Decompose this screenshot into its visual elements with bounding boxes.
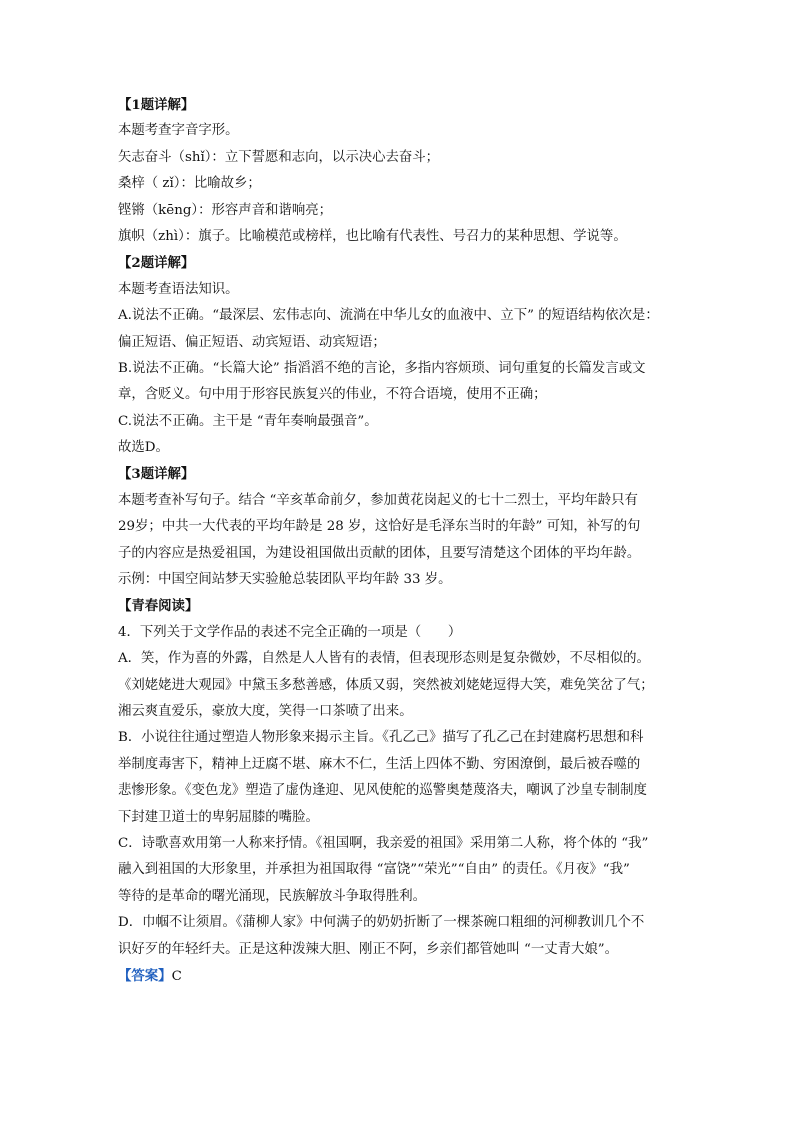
text-line: 《刘姥姥进大观园》中黛玉多愁善感，体质又弱，突然被刘姥姥逗得大笑，难免笑岔了气； — [118, 677, 654, 693]
text-line: 矢志奋斗（shǐ）：立下誓愿和志向，以示决心去奋斗； — [118, 149, 440, 165]
text-line: A．笑，作为喜的外露，自然是人人皆有的表情，但表现形态则是复杂微妙，不尽相似的。 — [118, 651, 650, 667]
answer-value: C — [171, 968, 182, 984]
text-line: 下封建卫道士的卑躬屈膝的嘴脸。 — [118, 809, 319, 825]
document-body — [118, 92, 688, 963]
text-line: C.说法不正确。主干是 “青年奏响最强音”。 — [118, 413, 378, 429]
answer-label: 【答案】 — [118, 967, 172, 984]
text-line: C．诗歌喜欢用第一人称来抒情。《祖国啊，我亲爱的祖国》采用第二人称，将个体的 “我” — [118, 835, 649, 851]
text-line: 本题考查语法知识。 — [118, 281, 239, 297]
section-heading: 【1题详解】 — [118, 97, 195, 113]
section-heading: 【2题详解】 — [118, 255, 195, 272]
text-line: 融入到祖国的大形象里，并承担为祖国取得 “富饶”“荣光”“自由” 的责任。《月夜》“我” — [118, 862, 630, 878]
text-line: 桑梓（ zǐ）：比喻故乡； — [118, 176, 261, 192]
section-heading: 【青春阅读】 — [118, 598, 199, 615]
text-line: 子的内容应是热爱祖国，为建设祖国做出贡献的团体，且要写清楚这个团体的平均年龄。 — [118, 545, 641, 561]
text-line: 本题考查补写句子。结合 “辛亥革命前夕，参加黄花岗起义的七十二烈士，平均年龄只有 — [118, 492, 638, 508]
text-line: 本题考查字音字形。 — [118, 123, 239, 139]
text-line: B.说法不正确。“长篇大论” 指滔滔不绝的言论，多指内容烦琐、词句重复的长篇发言或文 — [118, 360, 646, 376]
text-line: 故选D。 — [118, 440, 169, 456]
text-line: 识好歹的年轻纤夫。正是这种泼辣大胆、刚正不阿，乡亲们都管她叫 “一丈青大娘”。 — [118, 941, 619, 957]
text-line: 铿锵（kēng）：形容声音和谐响亮； — [118, 202, 333, 218]
text-line: 举制度毒害下，精神上迂腐不堪、麻木不仁，生活上四体不勤、穷困潦倒，最后被吞噬的 — [118, 756, 641, 772]
text-line: D．巾帼不让须眉。《蒲柳人家》中何满子的奶奶折断了一棵茶碗口粗细的河柳教训几个不 — [118, 915, 645, 931]
section-heading: 【3题详解】 — [118, 466, 195, 483]
text-line: 示例：中国空间站梦天实验舱总装团队平均年龄 33 岁。 — [118, 572, 452, 588]
text-line: 湘云爽直爱乐，豪放大度，笑得一口茶喷了出来。 — [118, 703, 413, 719]
text-line: 章，含贬义。句中用于形容民族复兴的伟业，不符合语境，使用不正确； — [118, 387, 547, 403]
text-line: 旗帜（zhì）：旗子。比喻模范或榜样，也比喻有代表性、号召力的某种思想、学说等。 — [118, 228, 627, 244]
text-line: 偏正短语、偏正短语、动宾短语、动宾短语； — [118, 334, 386, 350]
text-line: A.说法不正确。“最深层、宏伟志向、流淌在中华儿女的血液中、立下” 的短语结构依次是： — [118, 308, 659, 324]
text-line: 等待的是革命的曙光涌现，民族解放斗争取得胜利。 — [118, 888, 426, 904]
document-page — [118, 92, 688, 989]
text-line: 29岁；中共一大代表的平均年龄是 28 岁，这恰好是毛泽东当时的年龄” 可知，补写的句 — [118, 519, 641, 535]
text-line: B．小说往往通过塑造人物形象来揭示主旨。《孔乙己》描写了孔乙己在封建腐朽思想和科 — [118, 730, 644, 746]
text-line: 悲惨形象。《变色龙》塑造了虚伪逢迎、见风使舵的巡警奥楚蔑洛夫，嘲讽了沙皇专制制度 — [118, 783, 647, 799]
answer-line — [118, 963, 688, 989]
text-line: 4．下列关于文学作品的表述不完全正确的一项是（ ） — [118, 624, 462, 640]
